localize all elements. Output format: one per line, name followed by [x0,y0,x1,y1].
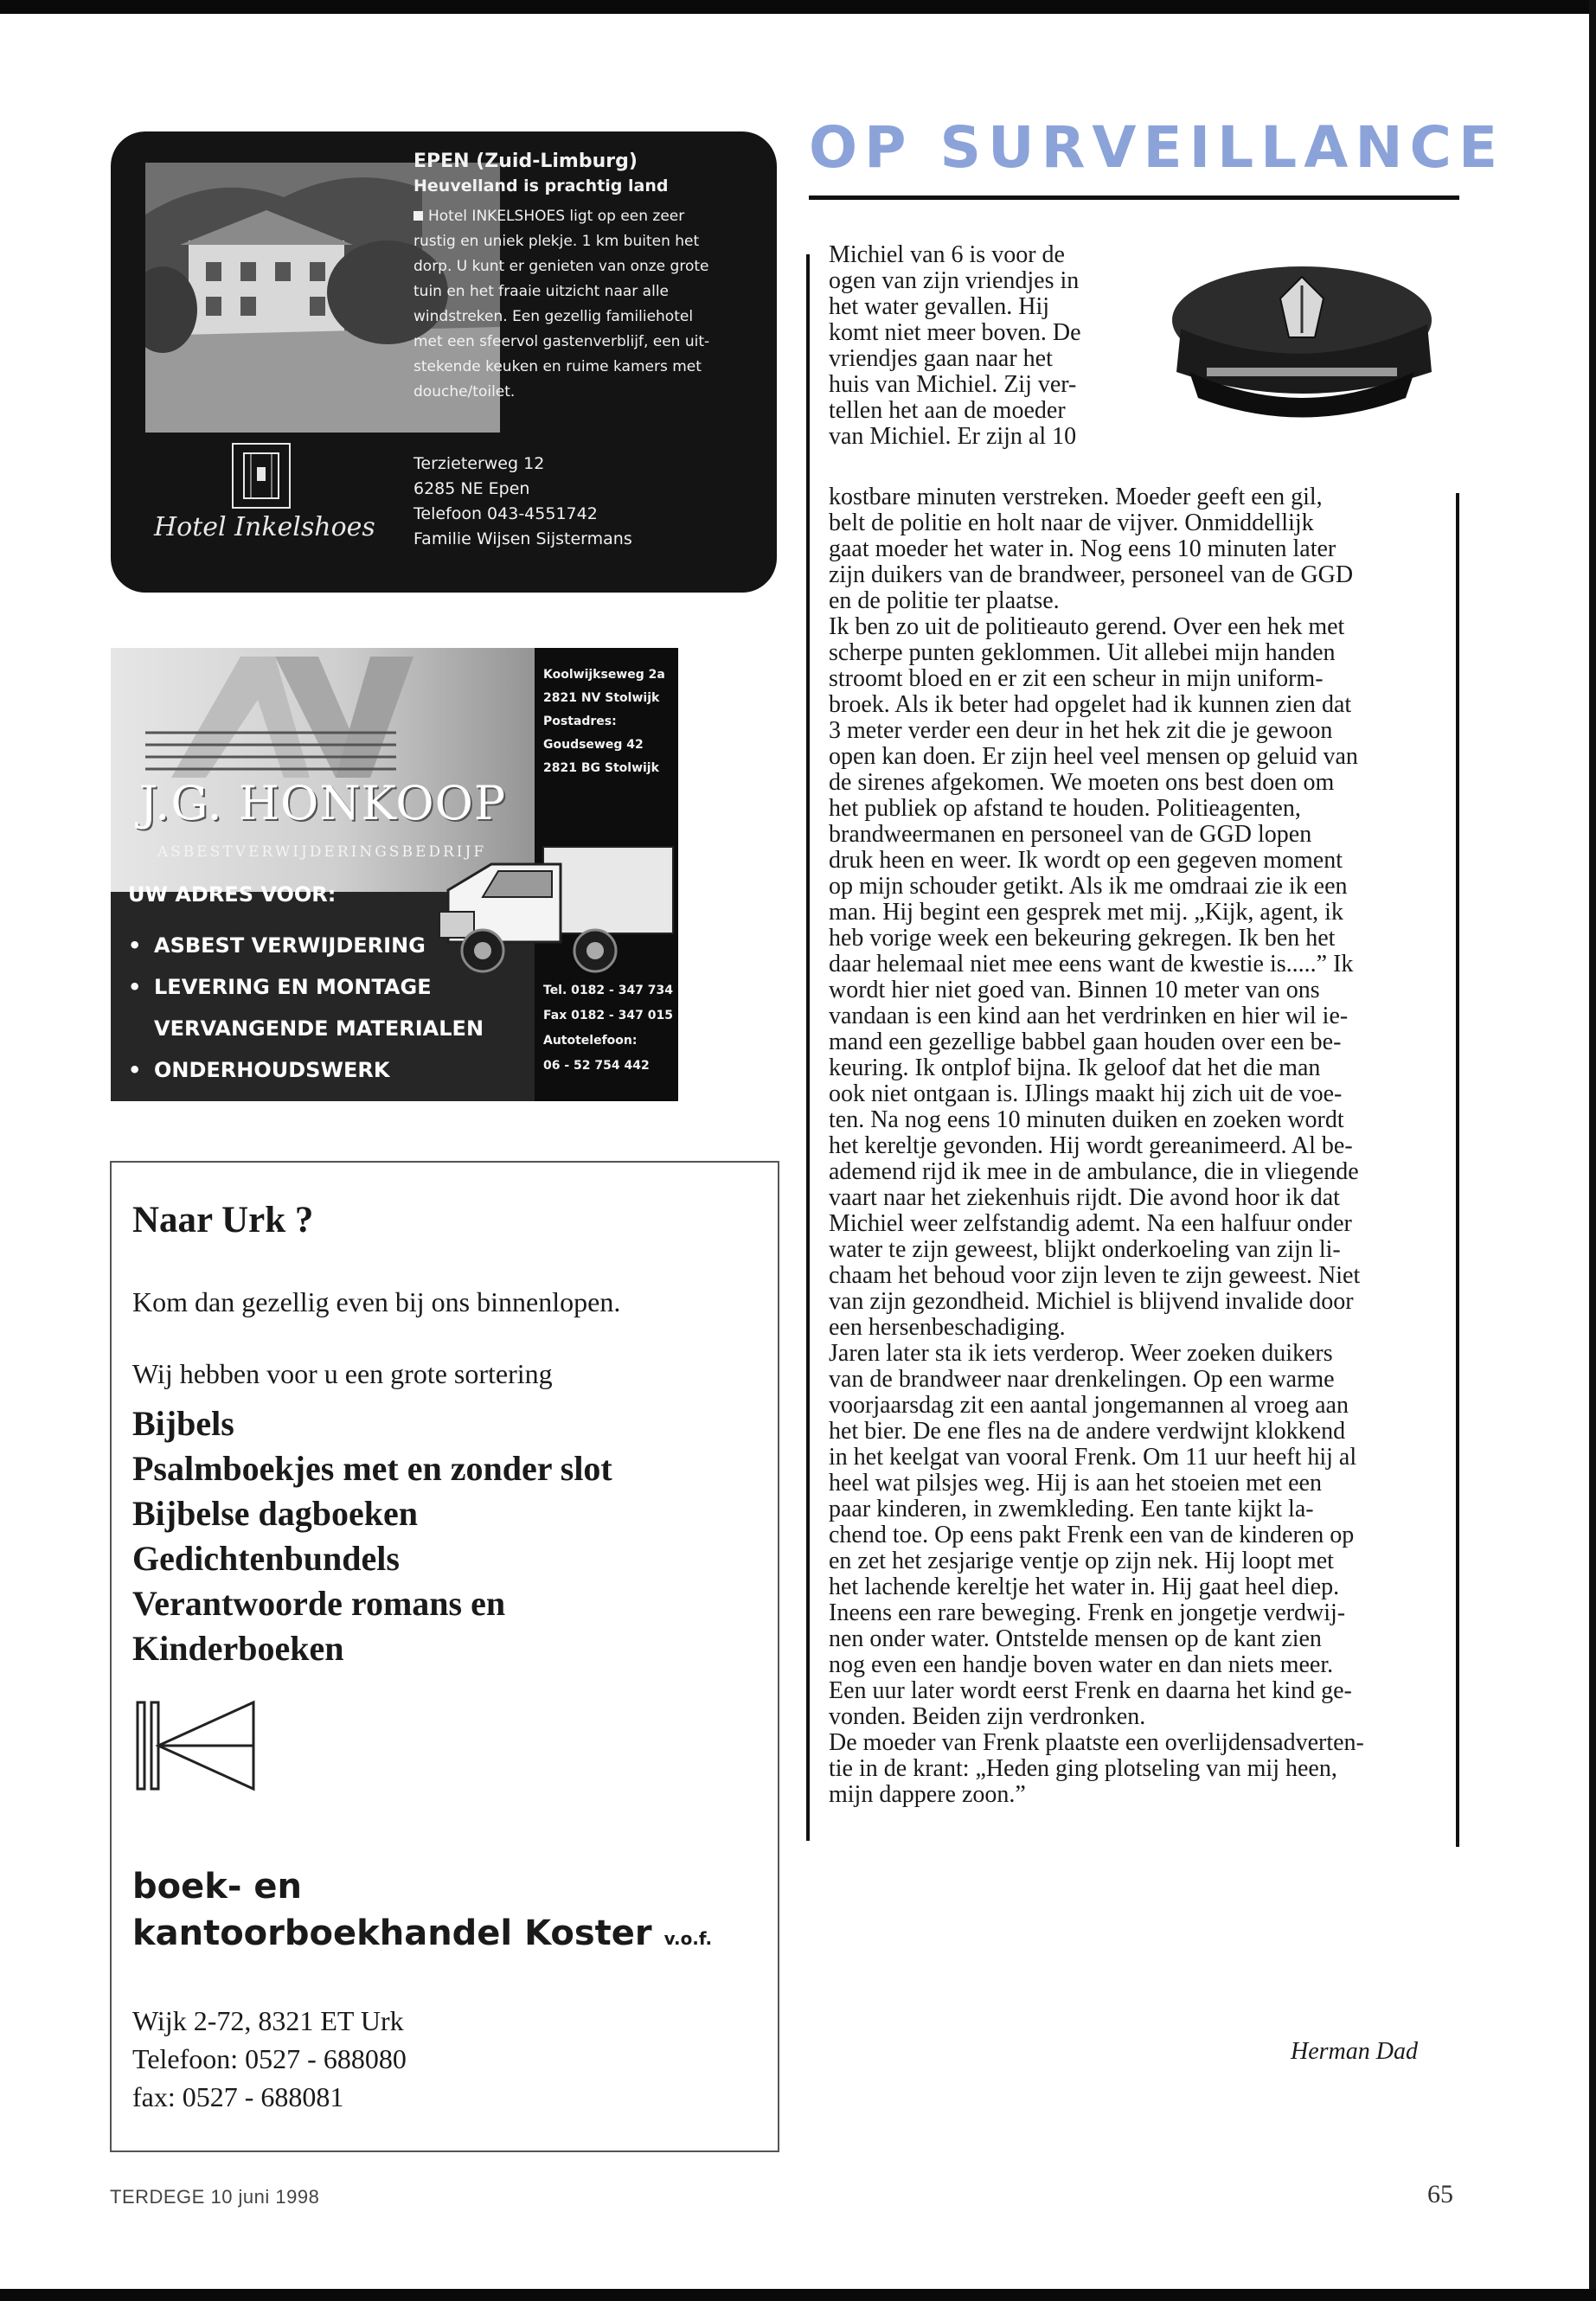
article-line: 3 meter verder een deur in het hek zit die je gewoon [829,717,1333,744]
honkoop-address [543,663,665,780]
honkoop-address-line: 2821 NV Stolwijk [543,691,660,705]
article-line: van zijn gezondheid. Michiel is blijvend invalide door [829,1288,1354,1315]
scan-border-top [0,0,1596,14]
hotel-address-line: 6285 NE Epen [413,479,530,498]
article-line: vonden. Beiden zijn verdronken. [829,1703,1146,1730]
koster-shop-suffix: v.o.f. [663,1928,713,1949]
honkoop-address-line: Goudseweg 42 [543,738,644,752]
article-line: paar kinderen, in zwemkleding. Een tante kijkt la- [829,1496,1314,1522]
article-line: gaat moeder het water in. Nog eens 10 minuten later [829,535,1336,562]
article-line: voorjaarsdag zit een aantal jongemannen al vroeg aan [829,1392,1349,1419]
article-line: De moeder van Frenk plaatste een overlijdensadverten- [829,1729,1364,1756]
article-line: heb vorige week een bekeuring gekregen. Ik ben het [829,925,1336,952]
article-author: Herman Dad [1291,2038,1418,2065]
article-line: stroomt bloed en er zit een scheur in mijn uniform- [829,665,1324,692]
article-line: het bier. De ene fles na de andere verdwijnt klokkend [829,1418,1346,1445]
hotel-desc-line: tuin en het fraaie uitzicht naar alle [413,283,670,300]
koster-bookshop-ad [110,1161,779,2152]
scan-border-right [1589,0,1596,2301]
hotel-address [413,452,632,552]
urk-product-item: Verantwoorde romans en [132,1584,506,1623]
hotel-text-block [413,149,760,405]
article-line: tellen het aan de moeder [829,397,1066,424]
page-number: 65 [1427,2180,1453,2208]
hotel-address-line: Telefoon 043-4551742 [413,504,598,523]
hotel-desc-line: Hotel INKELSHOES ligt op een zeer [428,208,685,225]
article-line: water te zijn geweest, blijkt onderkoeling van zijn li- [829,1236,1341,1263]
article-line: chaam het behoud voor zijn leven te zijn geweest. Niet [829,1262,1361,1289]
article-line: wordt hier niet goed van. Binnen 10 meter van ons [829,977,1320,1003]
article-line: kostbare minuten verstreken. Moeder geeft een gil, [829,484,1323,510]
footer-publication: TERDEGE 10 juni 1998 [110,2186,320,2208]
article-line: nen onder water. Ontstelde mensen op de kant zien [829,1625,1322,1652]
article-line: Ik ben zo uit de politieauto gerend. Over een hek met [829,613,1345,640]
article-line: zijn duikers van de brandweer, personeel van de GGD [829,561,1354,588]
scan-border-bottom [0,2289,1596,2301]
bullet-dot-icon: • [128,975,142,999]
honkoop-service-item: VERVANGENDE MATERIALEN [154,1016,484,1041]
honkoop-phone-line: 06 - 52 754 442 [543,1059,650,1073]
koster-logo-icon [132,1699,262,1794]
hotel-title: EPEN (Zuid-Limburg) [413,151,638,172]
honkoop-company-name: J.G. HONKOOP [138,776,507,830]
article-line: ten. Na nog eens 10 minuten duiken en zoeken wordt [829,1106,1344,1133]
koster-shop-name [132,1863,712,1962]
honkoop-tagline: ASBESTVERWIJDERINGSBEDRIJF [157,843,487,861]
koster-shop-line: boek- en [132,1867,302,1907]
honkoop-phones [543,978,673,1079]
urk-product-list [132,1401,612,1671]
urk-product-item: Bijbels [132,1404,234,1443]
article-line: ook niet ontgaan is. IJlings maakt hij zich uit de voe- [829,1080,1343,1107]
honkoop-address-line: Koolwijkseweg 2a [543,668,665,682]
article-line: huis van Michiel. Zij ver- [829,371,1077,398]
hotel-desc-line: stekende keuken en ruime kamers met [413,358,702,375]
article-right-rule [1456,493,1459,1847]
hotel-address-line: Terzieterweg 12 [413,454,545,473]
honkoop-phone-line: Autotelefoon: [543,1034,638,1048]
koster-shop-line: kantoorboekhandel Koster [132,1913,652,1953]
article-line: keuring. Ik ontplof bijna. Ik geloof dat het die man [829,1054,1321,1081]
honkoop-service-item [128,925,484,966]
honkoop-service-label: ASBEST VERWIJDERING [154,933,426,958]
bullet-dot-icon: • [128,1058,142,1082]
koster-contact-line: Wijk 2-72, 8321 ET Urk [132,2005,404,2036]
hotel-desc-line: windstreken. Een gezellig familiehotel [413,308,694,325]
article-line: man. Hij begint een gesprek met mij. „Kijk, agent, ik [829,899,1343,926]
police-cap-icon [1155,251,1440,441]
article-body [829,484,1364,1808]
honkoop-ad [111,648,678,1101]
article-line: op mijn schouder getikt. Als ik me omdraai zie ik een [829,873,1348,900]
article-line: vandaan is een kind aan het verdrinken en hier wil ie- [829,1003,1349,1029]
hotel-address-line: Familie Wijsen Sijstermans [413,529,632,548]
hotel-desc-line: met een sfeervol gastenverblijf, een uit- [413,333,710,350]
honkoop-service-label: ONDERHOUDSWERK [154,1058,390,1082]
article-line: open kan doen. Er zijn heel veel mensen op geluid van [829,743,1358,770]
article-line: brandweermanen en personeel van de GGD lopen [829,821,1312,848]
article-line: en zet het zesjarige ventje op zijn nek. Hij loopt met [829,1548,1334,1574]
urk-ad-intro: Kom dan gezellig even bij ons binnenlopen. [132,1286,621,1317]
hotel-desc-line: rustig en uniek plekje. 1 km buiten het [413,233,700,250]
honkoop-list-header: UW ADRES VOOR: [128,882,337,907]
article-line: het publiek op afstand te houden. Politieagenten, [829,795,1301,822]
hotel-desc-line: dorp. U kunt er genieten van onze grote [413,258,709,275]
honkoop-service-label: LEVERING EN MONTAGE [154,975,432,999]
article-line: mand een gezellige babbel gaan houden over een be- [829,1029,1342,1055]
article-line: het kereltje gevonden. Hij wordt gereanimeerd. Al be- [829,1132,1353,1159]
article-line: daar helemaal niet mee eens want de kwestie is.....” Ik [829,951,1354,977]
article-intro [829,242,1081,450]
urk-product-item: Kinderboeken [132,1629,344,1668]
article-line: heel wat pilsjes weg. Hij is aan het stoeien met een [829,1470,1322,1497]
article-line: komt niet meer boven. De [829,319,1081,346]
urk-product-item: Gedichtenbundels [132,1539,400,1578]
article-left-rule [806,254,810,1841]
article-line: vaart naar het ziekenhuis rijdt. Die avond hoor ik dat [829,1184,1340,1211]
bullet-square-icon [413,211,423,221]
hotel-subtitle: Heuvelland is prachtig land [413,176,669,195]
urk-ad-lead: Wij hebben voor u een grote sortering [132,1358,553,1389]
urk-product-item: Psalmboekjes met en zonder slot [132,1449,612,1488]
article-title: OP SURVEILLANCE [809,114,1505,181]
article-line: ademend rijd ik mee in de ambulance, die in vliegende [829,1158,1359,1185]
hotel-logo-icon [232,443,291,509]
article-line: tie in de krant: „Heden ging plotseling van mij heen, [829,1755,1337,1782]
article-line: scherpe punten geklommen. Uit allebei mijn handen [829,639,1336,666]
hotel-desc-line: douche/toilet. [413,383,516,401]
article-line: in het keelgat van vooral Frenk. Om 11 uur heeft hij al [829,1444,1357,1471]
urk-ad-title: Naar Urk ? [132,1200,314,1240]
article-line: Ineens een rare beweging. Frenk en jongetje verdwij- [829,1599,1346,1626]
honkoop-service-item [128,1049,484,1091]
article-line: druk heen en weer. Ik wordt op een gegeven moment [829,847,1343,874]
article-line: het lachende kereltje het water in. Hij gaat heel diep. [829,1574,1340,1600]
koster-shop-line-wrap [132,1910,712,1962]
article-line: een hersenbeschadiging. [829,1314,1066,1341]
hotel-inkelshoes-ad [111,131,777,593]
article-line: Een uur later wordt eerst Frenk en daarna het kind ge- [829,1677,1352,1704]
article-line: broek. Als ik beter had opgelet had ik kunnen zien dat [829,691,1352,718]
article-line: vriendjes gaan naar het [829,345,1053,372]
title-divider [809,195,1459,200]
article-line: van de brandweer naar drenkelingen. Op een warme [829,1366,1335,1393]
article-line: Michiel weer zelfstandig ademt. Na een halfuur onder [829,1210,1352,1237]
honkoop-service-item [128,966,484,1008]
hotel-logo-name: Hotel Inkelshoes [154,512,375,542]
honkoop-phone-line: Fax 0182 - 347 015 [543,1009,673,1022]
article-line: belt de politie en holt naar de vijver. Onmiddellijk [829,510,1314,536]
article-line: en de politie ter plaatse. [829,587,1060,614]
bullet-dot-icon: • [128,933,142,958]
article-line: chend toe. Op eens pakt Frenk een van de kinderen op [829,1522,1355,1548]
article-line: het water gevallen. Hij [829,293,1050,320]
koster-contact [132,2002,407,2116]
koster-contact-line: Telefoon: 0527 - 688080 [132,2043,407,2074]
urk-product-item: Bijbelse dagboeken [132,1494,419,1533]
honkoop-address-line: Postadres: [543,715,617,728]
hotel-description [413,204,760,405]
article-line: mijn dappere zoon.” [829,1781,1026,1808]
article-line: Jaren later sta ik iets verderop. Weer zoeken duikers [829,1340,1333,1367]
article-line: de sirenes afgekomen. We moeten ons best doen om [829,769,1335,796]
honkoop-address-line: 2821 BG Stolwijk [543,761,659,775]
article-line: Michiel van 6 is voor de [829,241,1065,268]
article-line: nog even een handje boven water en dan niets meer. [829,1651,1334,1678]
article-line: van Michiel. Er zijn al 10 [829,423,1077,450]
article-line: ogen van zijn vriendjes in [829,267,1080,294]
honkoop-phone-line: Tel. 0182 - 347 734 [543,984,674,997]
honkoop-services [128,880,484,1091]
hotel-logo-mark [234,445,289,507]
koster-contact-line: fax: 0527 - 688081 [132,2081,344,2112]
